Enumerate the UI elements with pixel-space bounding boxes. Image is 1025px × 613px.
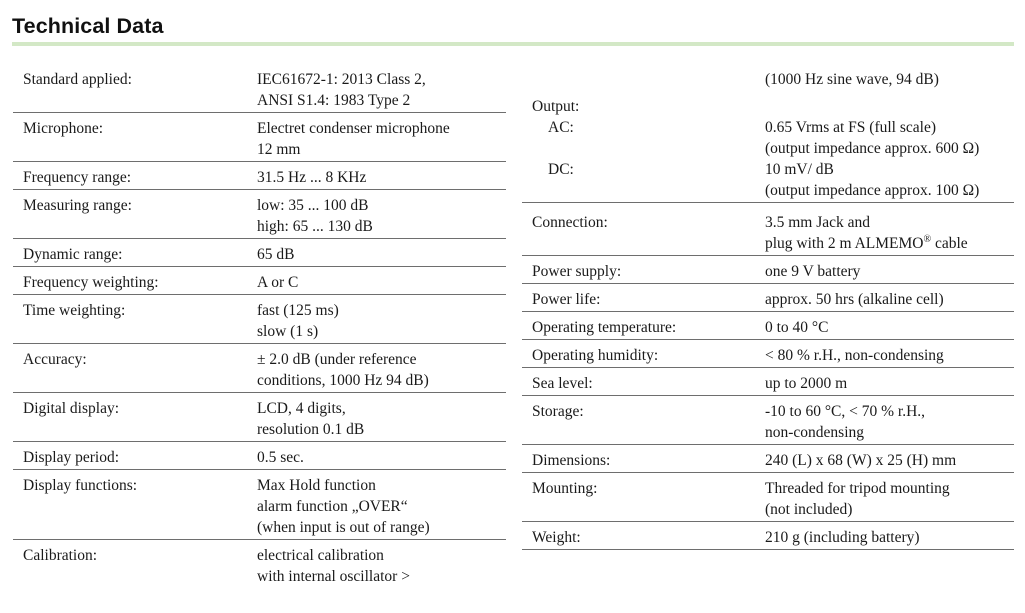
spec-label: Dynamic range:	[23, 246, 123, 263]
spec-row-microphone	[13, 113, 506, 162]
spec-label: Calibration:	[23, 547, 98, 564]
spec-value: (1000 Hz sine wave, 94 dB)	[765, 71, 939, 88]
spec-row-operating-temperature	[522, 312, 1014, 340]
spec-value: Threaded for tripod mounting (not included)	[765, 480, 950, 518]
spec-label: Frequency range:	[23, 169, 132, 186]
spec-label: Digital display:	[23, 400, 120, 417]
spec-value: -10 to 60 °C, < 70 % r.H., non-condensing	[765, 403, 926, 441]
spec-label: Output:	[532, 98, 580, 115]
spec-label: Mounting:	[532, 480, 598, 497]
spec-label: Connection:	[532, 214, 608, 231]
spec-value: < 80 % r.H., non-condensing	[765, 347, 944, 364]
spec-label: Weight:	[532, 529, 581, 546]
spec-row-power-life	[522, 284, 1014, 312]
spec-label-ac: AC:	[548, 119, 574, 136]
spec-row-dimensions	[522, 445, 1014, 473]
spec-table-left	[13, 64, 506, 588]
spec-value: fast (125 ms) slow (1 s)	[257, 302, 339, 340]
spec-value: approx. 50 hrs (alkaline cell)	[765, 291, 944, 308]
spec-row-display-period	[13, 442, 506, 470]
spec-row-storage	[522, 396, 1014, 445]
spec-label: Sea level:	[532, 375, 593, 392]
spec-row-calibration-continued	[522, 64, 1014, 90]
spec-row-power-supply	[522, 256, 1014, 284]
spec-value: Max Hold function alarm function „OVER“ (when input is out of range)	[257, 477, 430, 536]
spec-label: Display functions:	[23, 477, 138, 494]
spec-row-operating-humidity	[522, 340, 1014, 368]
spec-value: A or C	[257, 274, 299, 291]
spec-value: 65 dB	[257, 246, 295, 263]
spec-row-dynamic-range	[13, 239, 506, 267]
spec-row-mounting	[522, 473, 1014, 522]
spec-row-sea-level	[522, 368, 1014, 396]
spec-row-digital-display	[13, 393, 506, 442]
spec-label: Time weighting:	[23, 302, 126, 319]
spec-label: Accuracy:	[23, 351, 87, 368]
spec-row-display-functions	[13, 470, 506, 540]
spec-row-measuring-range	[13, 190, 506, 239]
spec-value: LCD, 4 digits, resolution 0.1 dB	[257, 400, 365, 438]
spec-label: Microphone:	[23, 120, 104, 137]
spec-label: Storage:	[532, 403, 584, 420]
spec-value-dc: 10 mV/ dB (output impedance approx. 100 Ω)	[765, 161, 980, 199]
spec-value: electrical calibration with internal oscillator >	[257, 547, 410, 585]
spec-row-accuracy	[13, 344, 506, 393]
spec-row-frequency-weighting	[13, 267, 506, 295]
spec-row-time-weighting	[13, 295, 506, 344]
spec-row-connection	[522, 203, 1014, 256]
spec-label: Power life:	[532, 291, 601, 308]
spec-label: Standard applied:	[23, 71, 132, 88]
spec-value: 210 g (including battery)	[765, 529, 920, 546]
spec-row-frequency-range	[13, 162, 506, 190]
spec-label: Operating humidity:	[532, 347, 659, 364]
spec-label: Frequency weighting:	[23, 274, 159, 291]
spec-row-standard	[13, 64, 506, 113]
spec-row-output	[522, 90, 1014, 203]
spec-value: 3.5 mm Jack and plug with 2 m ALMEMO® cable	[765, 214, 968, 252]
spec-value: IEC61672-1: 2013 Class 2, ANSI S1.4: 1983 Type 2	[257, 71, 426, 109]
spec-value: one 9 V battery	[765, 263, 861, 280]
spec-label: Dimensions:	[532, 452, 611, 469]
spec-label-dc: DC:	[548, 161, 574, 178]
spec-label: Power supply:	[532, 263, 622, 280]
spec-value: 31.5 Hz ... 8 KHz	[257, 169, 367, 186]
spec-label: Display period:	[23, 449, 119, 466]
spec-label: Measuring range:	[23, 197, 132, 214]
spec-value: ± 2.0 dB (under reference conditions, 1000 Hz 94 dB)	[257, 351, 429, 389]
spec-value: up to 2000 m	[765, 375, 848, 392]
spec-table-right	[522, 64, 1014, 550]
spec-row-weight	[522, 522, 1014, 550]
spec-value: Electret condenser microphone 12 mm	[257, 120, 450, 158]
spec-value: 240 (L) x 68 (W) x 25 (H) mm	[765, 452, 957, 469]
spec-value: low: 35 ... 100 dB high: 65 ... 130 dB	[257, 197, 373, 235]
spec-value: 0 to 40 °C	[765, 319, 829, 336]
page-title: Technical Data	[12, 14, 164, 38]
spec-row-calibration	[13, 540, 506, 588]
spec-value: 0.5 sec.	[257, 449, 304, 466]
heading-underline	[12, 42, 1014, 46]
spec-label: Operating temperature:	[532, 319, 677, 336]
spec-value-ac: 0.65 Vrms at FS (full scale) (output impedance approx. 600 Ω)	[765, 119, 980, 157]
